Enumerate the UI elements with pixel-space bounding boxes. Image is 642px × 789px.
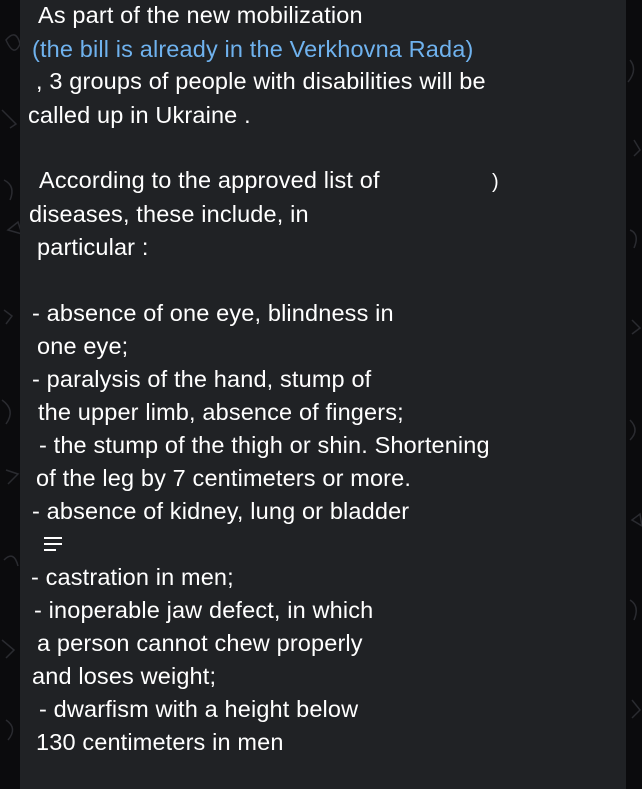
list-item-line: - inoperable jaw defect, in which bbox=[34, 597, 374, 623]
list-item-line: - the stump of the thigh or shin. Shortening bbox=[39, 432, 490, 458]
intro-line: , 3 groups of people with disabilities will be bbox=[36, 68, 486, 94]
menu-lines-icon bbox=[44, 537, 62, 553]
stray-glyph: ) bbox=[492, 171, 499, 193]
verkhovna-rada-link[interactable]: (the bill is already in the Verkhovna Rada) bbox=[32, 36, 474, 62]
intro-line: called up in Ukraine . bbox=[28, 102, 251, 128]
list-intro-line: diseases, these include, in bbox=[29, 201, 309, 227]
list-item-line: of the leg by 7 centimeters or more. bbox=[36, 465, 412, 491]
list-item-line: 130 centimeters in men bbox=[36, 729, 284, 755]
list-item-line: - absence of kidney, lung or bladder bbox=[32, 498, 410, 524]
list-item-line: - dwarfism with a height below bbox=[39, 696, 359, 722]
list-item-line: a person cannot chew properly bbox=[37, 630, 363, 656]
list-item-line: - absence of one eye, blindness in bbox=[32, 300, 394, 326]
intro-line: As part of the new mobilization bbox=[38, 2, 363, 28]
message-bubble[interactable] bbox=[20, 0, 626, 789]
list-item-line: and loses weight; bbox=[32, 663, 217, 689]
list-item-line: - castration in men; bbox=[31, 564, 234, 590]
list-item-line: one eye; bbox=[37, 333, 129, 359]
list-item-line: - paralysis of the hand, stump of bbox=[32, 366, 372, 392]
list-intro-line: According to the approved list of bbox=[39, 167, 380, 193]
list-item-line: the upper limb, absence of fingers; bbox=[38, 399, 404, 425]
list-intro-line: particular : bbox=[37, 234, 149, 260]
